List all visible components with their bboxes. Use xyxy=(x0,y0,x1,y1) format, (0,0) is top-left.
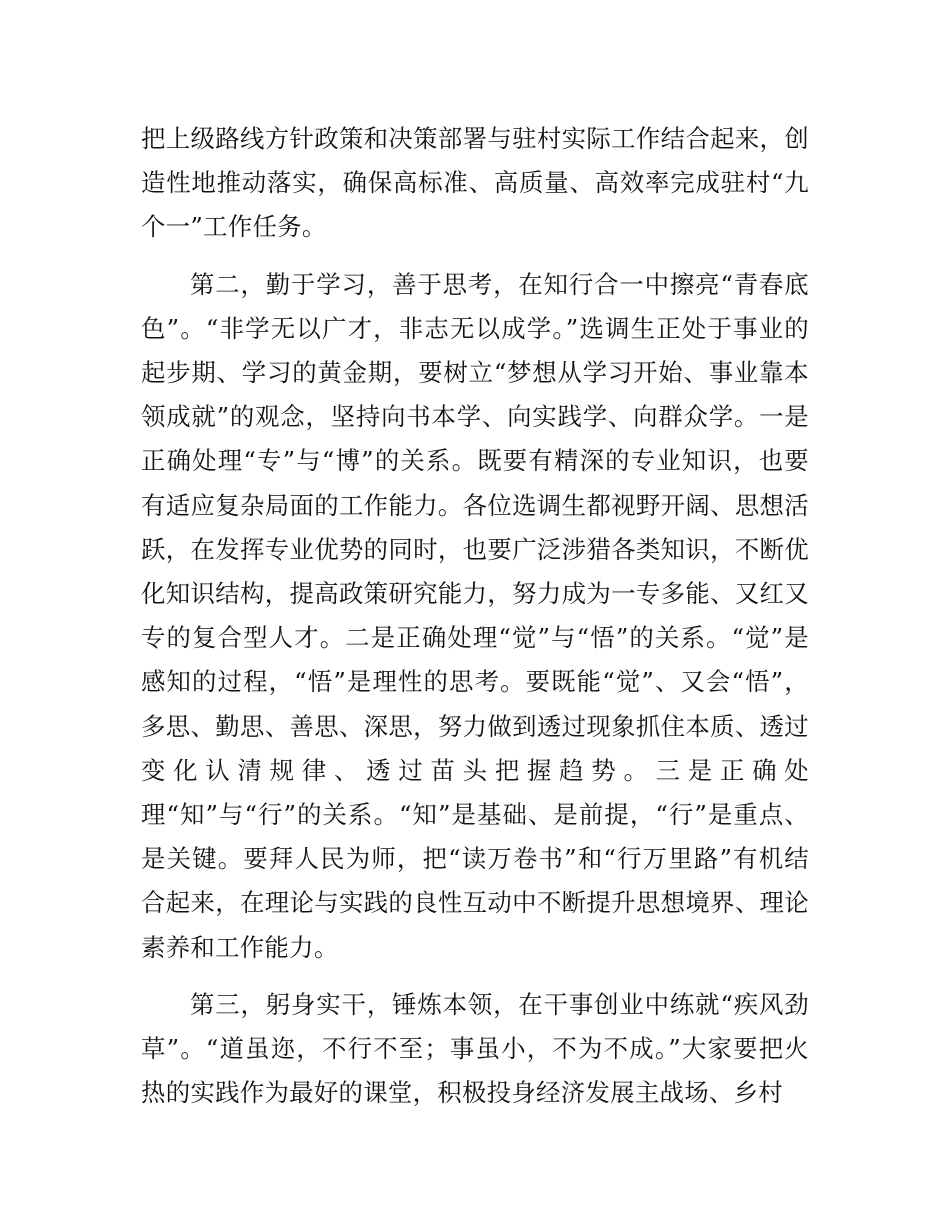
paragraph-continuation: 把上级路线方针政策和决策部署与驻村实际工作结合起来，创造性地推动落实，确保高标准、高质量、高效率完成驻村“九个一”工作任务。 xyxy=(141,124,809,242)
paragraph-second-point: 第二，勤于学习，善于思考，在知行合一中擦亮“青春底色”。“非学无以广才，非志无以成学。”选调生正处于事业的起步期、学习的黄金期，要树立“梦想从学习开始、事业靠本领成就”的观念，坚持向书本学、向实践学、向群众学。一是正确处理“专”与“博”的关系。既要有精深的专业知识，也要有适应复杂局面的工作能力。各位选调生都视野开阔、思想活跃，在发挥专业优势的同时，也要广泛涉猎各类知识，不断优化知识结构，提高政策研究能力，努力成为一专多能、又红又专的复合型人才。二是正确处理“觉”与“悟”的关系。“觉”是感知的过程，“悟”是理性的思考。要既能“觉”、又会“悟”，多思、勤思、善思、深思，努力做到透过现象抓住本质、透过变化认清规律、透过苗头把握趋势。三是正确处理“知”与“行”的关系。“知”是基础、是前提，“行”是重点、是关键。要拜人民为师，把“读万卷书”和“行万里路”有机结合起来，在理论与实践的良性互动中不断提升思想境界、理论素养和工作能力。 xyxy=(141,269,809,962)
document-body xyxy=(141,117,809,1115)
paragraph-third-point: 第三，躬身实干，锤炼本领，在干事创业中练就“疾风劲草”。“道虽迩，不行不至；事虽小，不为不成。”大家要把火热的实践作为最好的课堂，积极投身经济发展主战场、乡村 xyxy=(141,989,809,1108)
